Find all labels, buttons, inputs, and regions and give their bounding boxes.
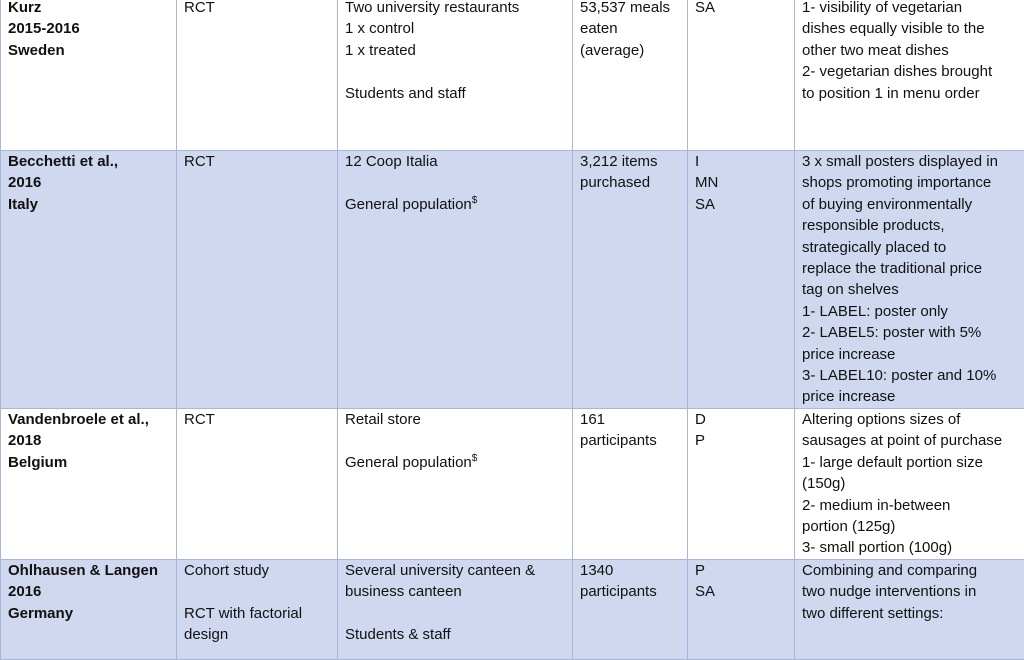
setting-text: 12 Coop Italia: [345, 151, 565, 172]
intervention-line: tag on shelves: [802, 279, 1017, 300]
nudge-type-cell: [688, 409, 795, 560]
setting-text: 1 x treated: [345, 40, 565, 61]
sample-cell: [573, 560, 688, 660]
sample-text: 3,212 items: [580, 151, 680, 172]
sample-text: 53,537 meals: [580, 0, 680, 18]
sample-text: eaten: [580, 18, 680, 39]
setting-text: Retail store: [345, 409, 565, 430]
population-text: General population$: [345, 194, 565, 215]
sample-cell: [573, 151, 688, 409]
table-row: [1, 151, 1024, 409]
intervention-line: portion (125g): [802, 516, 1017, 537]
intervention-line: 2- vegetarian dishes brought: [802, 61, 1017, 82]
design-cell: [177, 409, 338, 560]
intervention-line: sausages at point of purchase: [802, 430, 1017, 451]
study-cell: [1, 560, 177, 660]
sample-text: purchased: [580, 172, 680, 193]
setting-cell: [338, 151, 573, 409]
intervention-line: 2- LABEL5: poster with 5%: [802, 322, 1017, 343]
nudge-type: P: [695, 560, 787, 581]
intervention-cell: [795, 0, 1024, 151]
intervention-line: dishes equally visible to the: [802, 18, 1017, 39]
sample-text: (average): [580, 40, 680, 61]
intervention-line: strategically placed to: [802, 237, 1017, 258]
intervention-line: of buying environmentally: [802, 194, 1017, 215]
setting-text: 1 x control: [345, 18, 565, 39]
intervention-line: 3- small portion (100g): [802, 537, 1017, 558]
study-year: 2018: [8, 430, 169, 451]
sample-text: participants: [580, 581, 680, 602]
study-country: Italy: [8, 194, 169, 215]
design-text: RCT with factorial: [184, 603, 330, 624]
intervention-line: Altering options sizes of: [802, 409, 1017, 430]
study-country: Germany: [8, 603, 169, 624]
nudge-type-cell: [688, 0, 795, 151]
design-text: Cohort study: [184, 560, 330, 581]
setting-text: business canteen: [345, 581, 565, 602]
design-text: design: [184, 624, 330, 645]
intervention-line: 3- LABEL10: poster and 10%: [802, 365, 1017, 386]
study-author: Becchetti et al.,: [8, 151, 169, 172]
study-cell: [1, 0, 177, 151]
study-cell: [1, 151, 177, 409]
design-text: RCT: [184, 0, 330, 18]
population-footnote-marker: $: [472, 453, 478, 464]
intervention-line: responsible products,: [802, 215, 1017, 236]
nudge-type: SA: [695, 581, 787, 602]
study-author: Kurz: [8, 0, 169, 18]
intervention-line: other two meat dishes: [802, 40, 1017, 61]
intervention-line: to position 1 in menu order: [802, 83, 1017, 104]
intervention-line: 1- LABEL: poster only: [802, 301, 1017, 322]
population-footnote-marker: $: [472, 195, 478, 206]
nudge-type: SA: [695, 0, 787, 18]
nudge-type-cell: [688, 560, 795, 660]
setting-text: Two university restaurants: [345, 0, 565, 18]
design-cell: [177, 560, 338, 660]
intervention-line: (150g): [802, 473, 1017, 494]
intervention-line: two different settings:: [802, 603, 1017, 624]
table-row: [1, 409, 1024, 560]
table-row: [1, 560, 1024, 660]
design-text: RCT: [184, 151, 330, 172]
sample-cell: [573, 409, 688, 560]
population-text: Students and staff: [345, 83, 565, 104]
population-text: General population$: [345, 452, 565, 473]
intervention-cell: [795, 560, 1024, 660]
study-author: Ohlhausen & Langen: [8, 560, 169, 581]
study-country: Belgium: [8, 452, 169, 473]
design-text: RCT: [184, 409, 330, 430]
nudge-type: I: [695, 151, 787, 172]
sample-text: 161: [580, 409, 680, 430]
design-cell: [177, 0, 338, 151]
study-cell: [1, 409, 177, 560]
nudge-type: D: [695, 409, 787, 430]
nudge-type-cell: [688, 151, 795, 409]
nudge-type: P: [695, 430, 787, 451]
intervention-cell: [795, 151, 1024, 409]
intervention-line: price increase: [802, 344, 1017, 365]
intervention-line: Combining and comparing: [802, 560, 1017, 581]
nudge-type: MN: [695, 172, 787, 193]
sample-text: 1340: [580, 560, 680, 581]
nudge-type: SA: [695, 194, 787, 215]
intervention-line: 3 x small posters displayed in: [802, 151, 1017, 172]
sample-text: participants: [580, 430, 680, 451]
sample-cell: [573, 0, 688, 151]
intervention-line: shops promoting importance: [802, 172, 1017, 193]
table-row: [1, 0, 1024, 151]
setting-cell: [338, 409, 573, 560]
intervention-line: two nudge interventions in: [802, 581, 1017, 602]
intervention-line: 1- visibility of vegetarian: [802, 0, 1017, 18]
study-year: 2016: [8, 581, 169, 602]
intervention-line: price increase: [802, 386, 1017, 407]
intervention-line: replace the traditional price: [802, 258, 1017, 279]
setting-text: Several university canteen &: [345, 560, 565, 581]
study-year: 2015-2016: [8, 18, 169, 39]
study-year: 2016: [8, 172, 169, 193]
intervention-line: 1- large default portion size: [802, 452, 1017, 473]
study-country: Sweden: [8, 40, 169, 61]
study-author: Vandenbroele et al.,: [8, 409, 169, 430]
setting-cell: [338, 560, 573, 660]
setting-cell: [338, 0, 573, 151]
intervention-line: 2- medium in-between: [802, 495, 1017, 516]
intervention-cell: [795, 409, 1024, 560]
population-text: Students & staff: [345, 624, 565, 645]
design-cell: [177, 151, 338, 409]
